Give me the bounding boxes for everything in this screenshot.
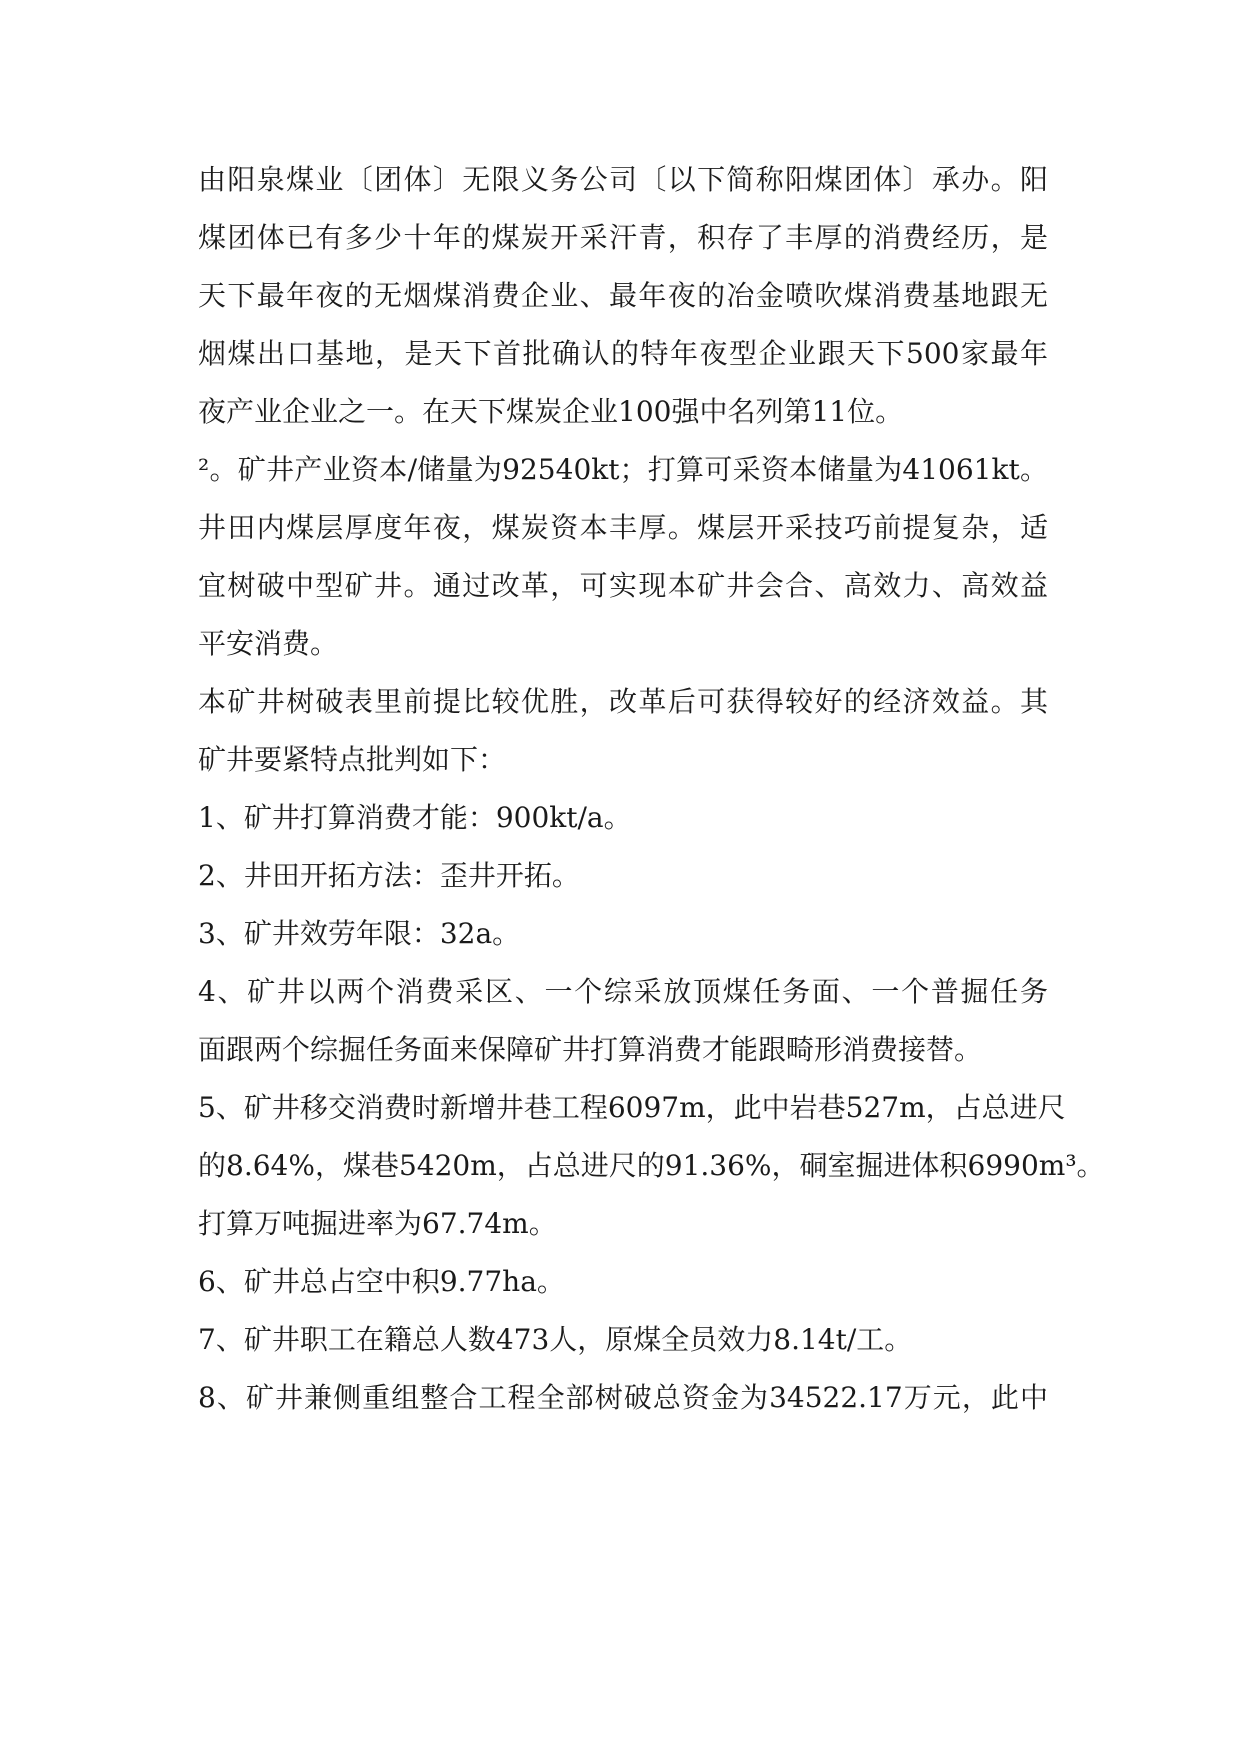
text-line: 8、矿井兼侧重组整合工程全部树破总资金为34522.17万元，此中 (198, 1381, 1048, 1414)
text-line: 由阳泉煤业〔团体〕无限义务公司〔以下简称阳煤团体〕承办。阳 (198, 163, 1048, 196)
text-line: 烟煤出口基地，是天下首批确认的特年夜型企业跟天下500家最年 (198, 337, 1048, 370)
text-line: 本矿井树破表里前提比较优胜，改革后可获得较好的经济效益。其 (198, 685, 1048, 718)
text-line: 3、矿井效劳年限：32a。 (198, 917, 521, 950)
text-line: ²。矿井产业资本/储量为92540kt；打算可采资本储量为41061kt。 (198, 453, 1048, 486)
text-line: 宜树破中型矿井。通过改革，可实现本矿井会合、高效力、高效益 (198, 569, 1048, 602)
text-line: 5、矿井移交消费时新增井巷工程6097m，此中岩巷527m，占总进尺 (198, 1091, 1066, 1124)
text-line: 夜产业企业之一。在天下煤炭企业100强中名列第11位。 (198, 395, 904, 428)
text-line: 面跟两个综掘任务面来保障矿井打算消费才能跟畸形消费接替。 (198, 1033, 983, 1066)
text-line: 2、井田开拓方法：歪井开拓。 (198, 859, 580, 892)
text-line: 6、矿井总占空中积9.77ha。 (198, 1265, 565, 1298)
text-line: 平安消费。 (198, 627, 339, 660)
text-line: 矿井要紧特点批判如下： (198, 743, 507, 776)
text-line: 井田内煤层厚度年夜，煤炭资本丰厚。煤层开采技巧前提复杂，适 (198, 511, 1048, 544)
text-line: 4、矿井以两个消费采区、一个综采放顶煤任务面、一个普掘任务 (198, 975, 1048, 1008)
text-line: 打算万吨掘进率为67.74m。 (198, 1207, 557, 1240)
text-line: 的8.64%，煤巷5420m，占总进尺的91.36%，硐室掘进体积6990m³。 (198, 1149, 1105, 1182)
text-line: 1、矿井打算消费才能：900kt/a。 (198, 801, 632, 834)
text-line: 天下最年夜的无烟煤消费企业、最年夜的冶金喷吹煤消费基地跟无 (198, 279, 1048, 312)
text-line: 煤团体已有多少十年的煤炭开采汗青，积存了丰厚的消费经历，是 (198, 221, 1048, 254)
text-line: 7、矿井职工在籍总人数473人，原煤全员效力8.14t/工。 (198, 1323, 913, 1356)
